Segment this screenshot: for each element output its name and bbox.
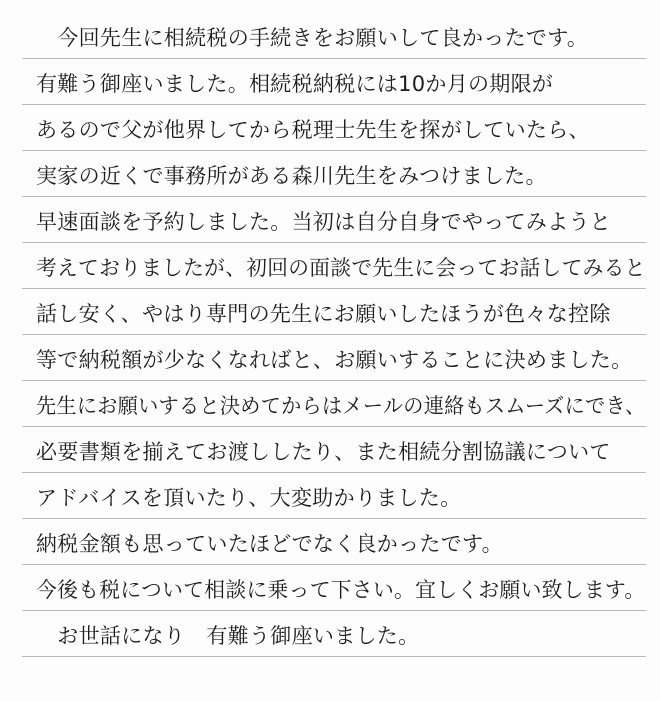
letter-line-13: 今後も税について相談に乗って下さい。宜しくお願い致します。 — [36, 578, 646, 602]
letter-line-4: 実家の近くで事務所がある森川先生をみつけました。 — [36, 164, 547, 188]
letter-line-5: 早速面談を予約しました。当初は自分自身でやってみようと — [36, 210, 612, 234]
letter-line-2: 有難う御座いました。相続税納税には10か月の期限が — [36, 72, 554, 96]
ruled-line — [22, 564, 646, 565]
letter-line-10: 必要書類を揃えてお渡ししたり、また相続分割協議について — [36, 440, 611, 464]
letter-line-11: アドバイスを頂いたり、大変助かりました。 — [36, 486, 462, 510]
letter-line-6: 考えておりましたが、初回の面談で先生に会ってお話してみると — [36, 256, 646, 280]
ruled-line — [22, 334, 646, 335]
letter-line-7: 話し安く、やはり専門の先生にお願いしたほうが色々な控除 — [36, 302, 611, 326]
letter-line-12: 納税金額も思っていたほどでなく良かったです。 — [36, 532, 503, 556]
ruled-line — [22, 656, 646, 657]
ruled-line — [22, 196, 646, 197]
letter-line-9: 先生にお願いすると決めてからはメールの連絡もスムーズにでき、 — [36, 394, 646, 418]
ruled-line — [22, 288, 646, 289]
letter-line-3: あるので父が他界してから税理士先生を探がしていたら、 — [36, 118, 590, 142]
ruled-line — [22, 104, 646, 105]
ruled-line — [22, 426, 646, 427]
ruled-line — [22, 242, 646, 243]
ruled-line — [22, 58, 646, 59]
ruled-line — [22, 380, 646, 381]
letter-line-8: 等で納税額が少なくなればと、お願いすることに決めました。 — [36, 348, 633, 372]
ruled-line — [22, 472, 646, 473]
letter-line-1: 今回先生に相続税の手続きをお願いして良かったです。 — [36, 26, 589, 50]
ruled-line — [22, 610, 646, 611]
letter-line-14: お世話になり 有難う御座いました。 — [36, 624, 420, 648]
ruled-line — [22, 150, 646, 151]
ruled-line — [22, 518, 646, 519]
